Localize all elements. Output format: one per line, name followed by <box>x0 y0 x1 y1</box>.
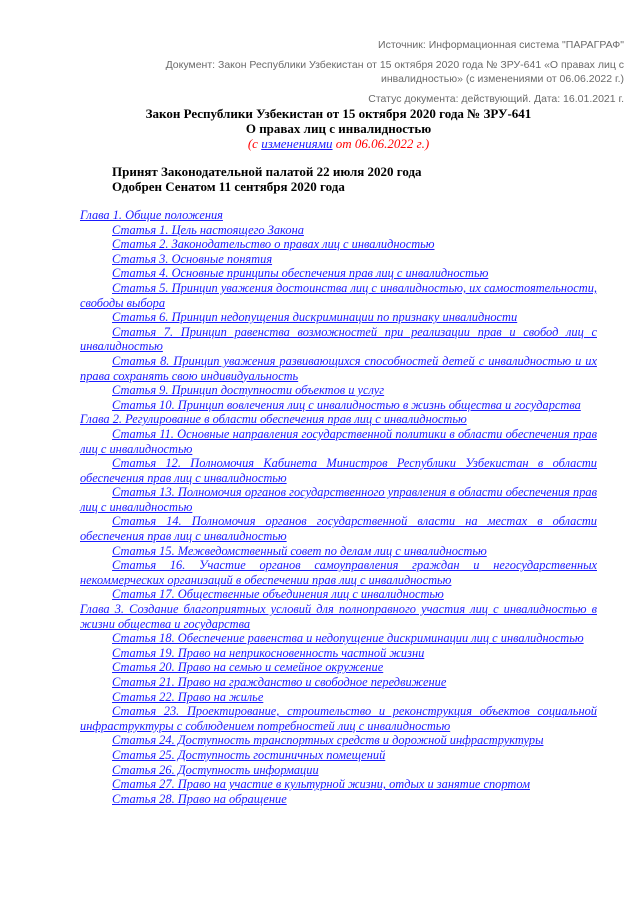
toc-article-link[interactable]: Статья 10. Принцип вовлечения лиц с инвалидностью в жизнь общества и государства <box>112 397 581 412</box>
toc-article-link[interactable]: Статья 21. Право на гражданство и свободное передвижение <box>112 675 447 689</box>
toc-chapter-link[interactable]: Глава 2. Регулирование в области обеспечения прав лиц с инвалидностью <box>80 412 467 427</box>
toc-article-link[interactable]: Статья 3. Основные понятия <box>112 251 273 266</box>
amendment-prefix: (с <box>247 136 262 151</box>
toc-article-link[interactable]: Статья 26. Доступность информации <box>112 762 319 777</box>
toc-article-link[interactable]: Статья 5. Принцип уважения достоинства лиц с инвалидностью, их самостоятельности, свободы выбора <box>80 280 597 310</box>
status-line: Статус документа: действующий. Дата: 16.01.2021 г. <box>368 93 624 105</box>
toc-article-link[interactable]: Статья 24. Доступность транспортных средств и дорожной инфраструктуры <box>112 733 544 748</box>
table-of-contents <box>80 208 597 806</box>
toc-chapter-link[interactable]: Глава 3. Создание благоприятных условий для полноправного участия лиц с инвалидностью в жизни общества и государства <box>80 602 597 631</box>
toc-article-link[interactable]: Статья 25. Доступность гостиничных помещений <box>112 747 386 762</box>
toc-article-link[interactable]: Статья 13. Полномочия органов государственного управления в области обеспечения прав лиц с инвалидностью <box>80 485 597 514</box>
toc-article-link[interactable]: Статья 12. Полномочия Кабинета Министров Республики Узбекистан в области обеспечения прав лиц с инвалидностью <box>80 456 597 485</box>
toc-article-link[interactable]: Статья 22. Право на жилье <box>112 689 264 704</box>
toc-chapter-link[interactable]: Глава 1. Общие положения <box>80 208 223 222</box>
toc-article-link[interactable]: Статья 8. Принцип уважения развивающихся способностей детей с инвалидностью и их права сохранять свою индивидуальность <box>80 353 597 383</box>
toc-article-link[interactable]: Статья 15. Межведомственный совет по делам лиц с инвалидностью <box>112 543 487 558</box>
toc-article-link[interactable]: Статья 14. Полномочия органов государственной власти на местах в области обеспечения прав лиц с инвалидностью <box>80 514 597 544</box>
toc-article-link[interactable]: Статья 19. Право на неприкосновенность частной жизни <box>112 645 425 660</box>
toc-article-link[interactable]: Статья 4. Основные принципы обеспечения прав лиц с инвалидностью <box>112 266 489 281</box>
source-line: Источник: Информационная система "ПАРАГРАФ" <box>378 39 624 51</box>
law-subtitle: О правах лиц с инвалидностью <box>245 121 432 136</box>
toc-article-link[interactable]: Статья 1. Цель настоящего Закона <box>112 222 304 237</box>
toc-article-link[interactable]: Статья 28. Право на обращение <box>112 791 287 806</box>
toc-article-link[interactable]: Статья 20. Право на семью и семейное окружение <box>112 660 384 675</box>
approved-by-senate: Одобрен Сенатом 11 сентября 2020 года <box>112 179 345 194</box>
toc-article-link[interactable]: Статья 9. Принцип доступности объектов и услуг <box>112 383 385 398</box>
law-title: Закон Республики Узбекистан от 15 октября 2020 года № ЗРУ-641 <box>145 106 532 121</box>
toc-article-link[interactable]: Статья 6. Принцип недопущения дискриминации по признаку инвалидности <box>112 310 518 325</box>
amendment-suffix: от 06.06.2022 г.) <box>332 136 430 151</box>
toc-article-link[interactable]: Статья 2. Законодательство о правах лиц с инвалидностью <box>112 237 435 252</box>
amendment-note <box>80 136 597 152</box>
document-meta <box>100 38 624 112</box>
toc-article-link[interactable]: Статья 27. Право на участие в культурной жизни, отдых и занятие спортом <box>112 777 530 792</box>
toc-article-link[interactable]: Статья 23. Проектирование, строительство и реконструкция объектов социальной инфраструктуры с соблюдением потребностей лиц с инвалидностью <box>80 704 597 733</box>
toc-article-link[interactable]: Статья 11. Основные направления государственной политики в области обеспечения прав лиц с инвалидностью <box>80 426 597 456</box>
amendments-link[interactable]: изменениями <box>261 136 333 151</box>
toc-article-link[interactable]: Статья 16. Участие органов самоуправления граждан и негосударственных некоммерческих организаций в обеспечении прав лиц с инвалидностью <box>80 558 597 587</box>
law-title-block <box>80 106 597 152</box>
document-line: Документ: Закон Республики Узбекистан от 15 октября 2020 года № ЗРУ-641 «О правах лиц с инвалидностью» (с изменениями от 06.06.2022 г.) <box>165 59 624 85</box>
toc-article-link[interactable]: Статья 18. Обеспечение равенства и недопущение дискриминации лиц с инвалидностью <box>112 631 584 646</box>
toc-article-link[interactable]: Статья 7. Принцип равенства возможностей при реализации прав и свобод лиц с инвалидностью <box>80 324 597 354</box>
adoption-block <box>112 164 422 194</box>
adopted-by-chamber: Принят Законодательной палатой 22 июля 2020 года <box>112 164 422 179</box>
toc-article-link[interactable]: Статья 17. Общественные объединения лиц с инвалидностью <box>112 587 444 602</box>
